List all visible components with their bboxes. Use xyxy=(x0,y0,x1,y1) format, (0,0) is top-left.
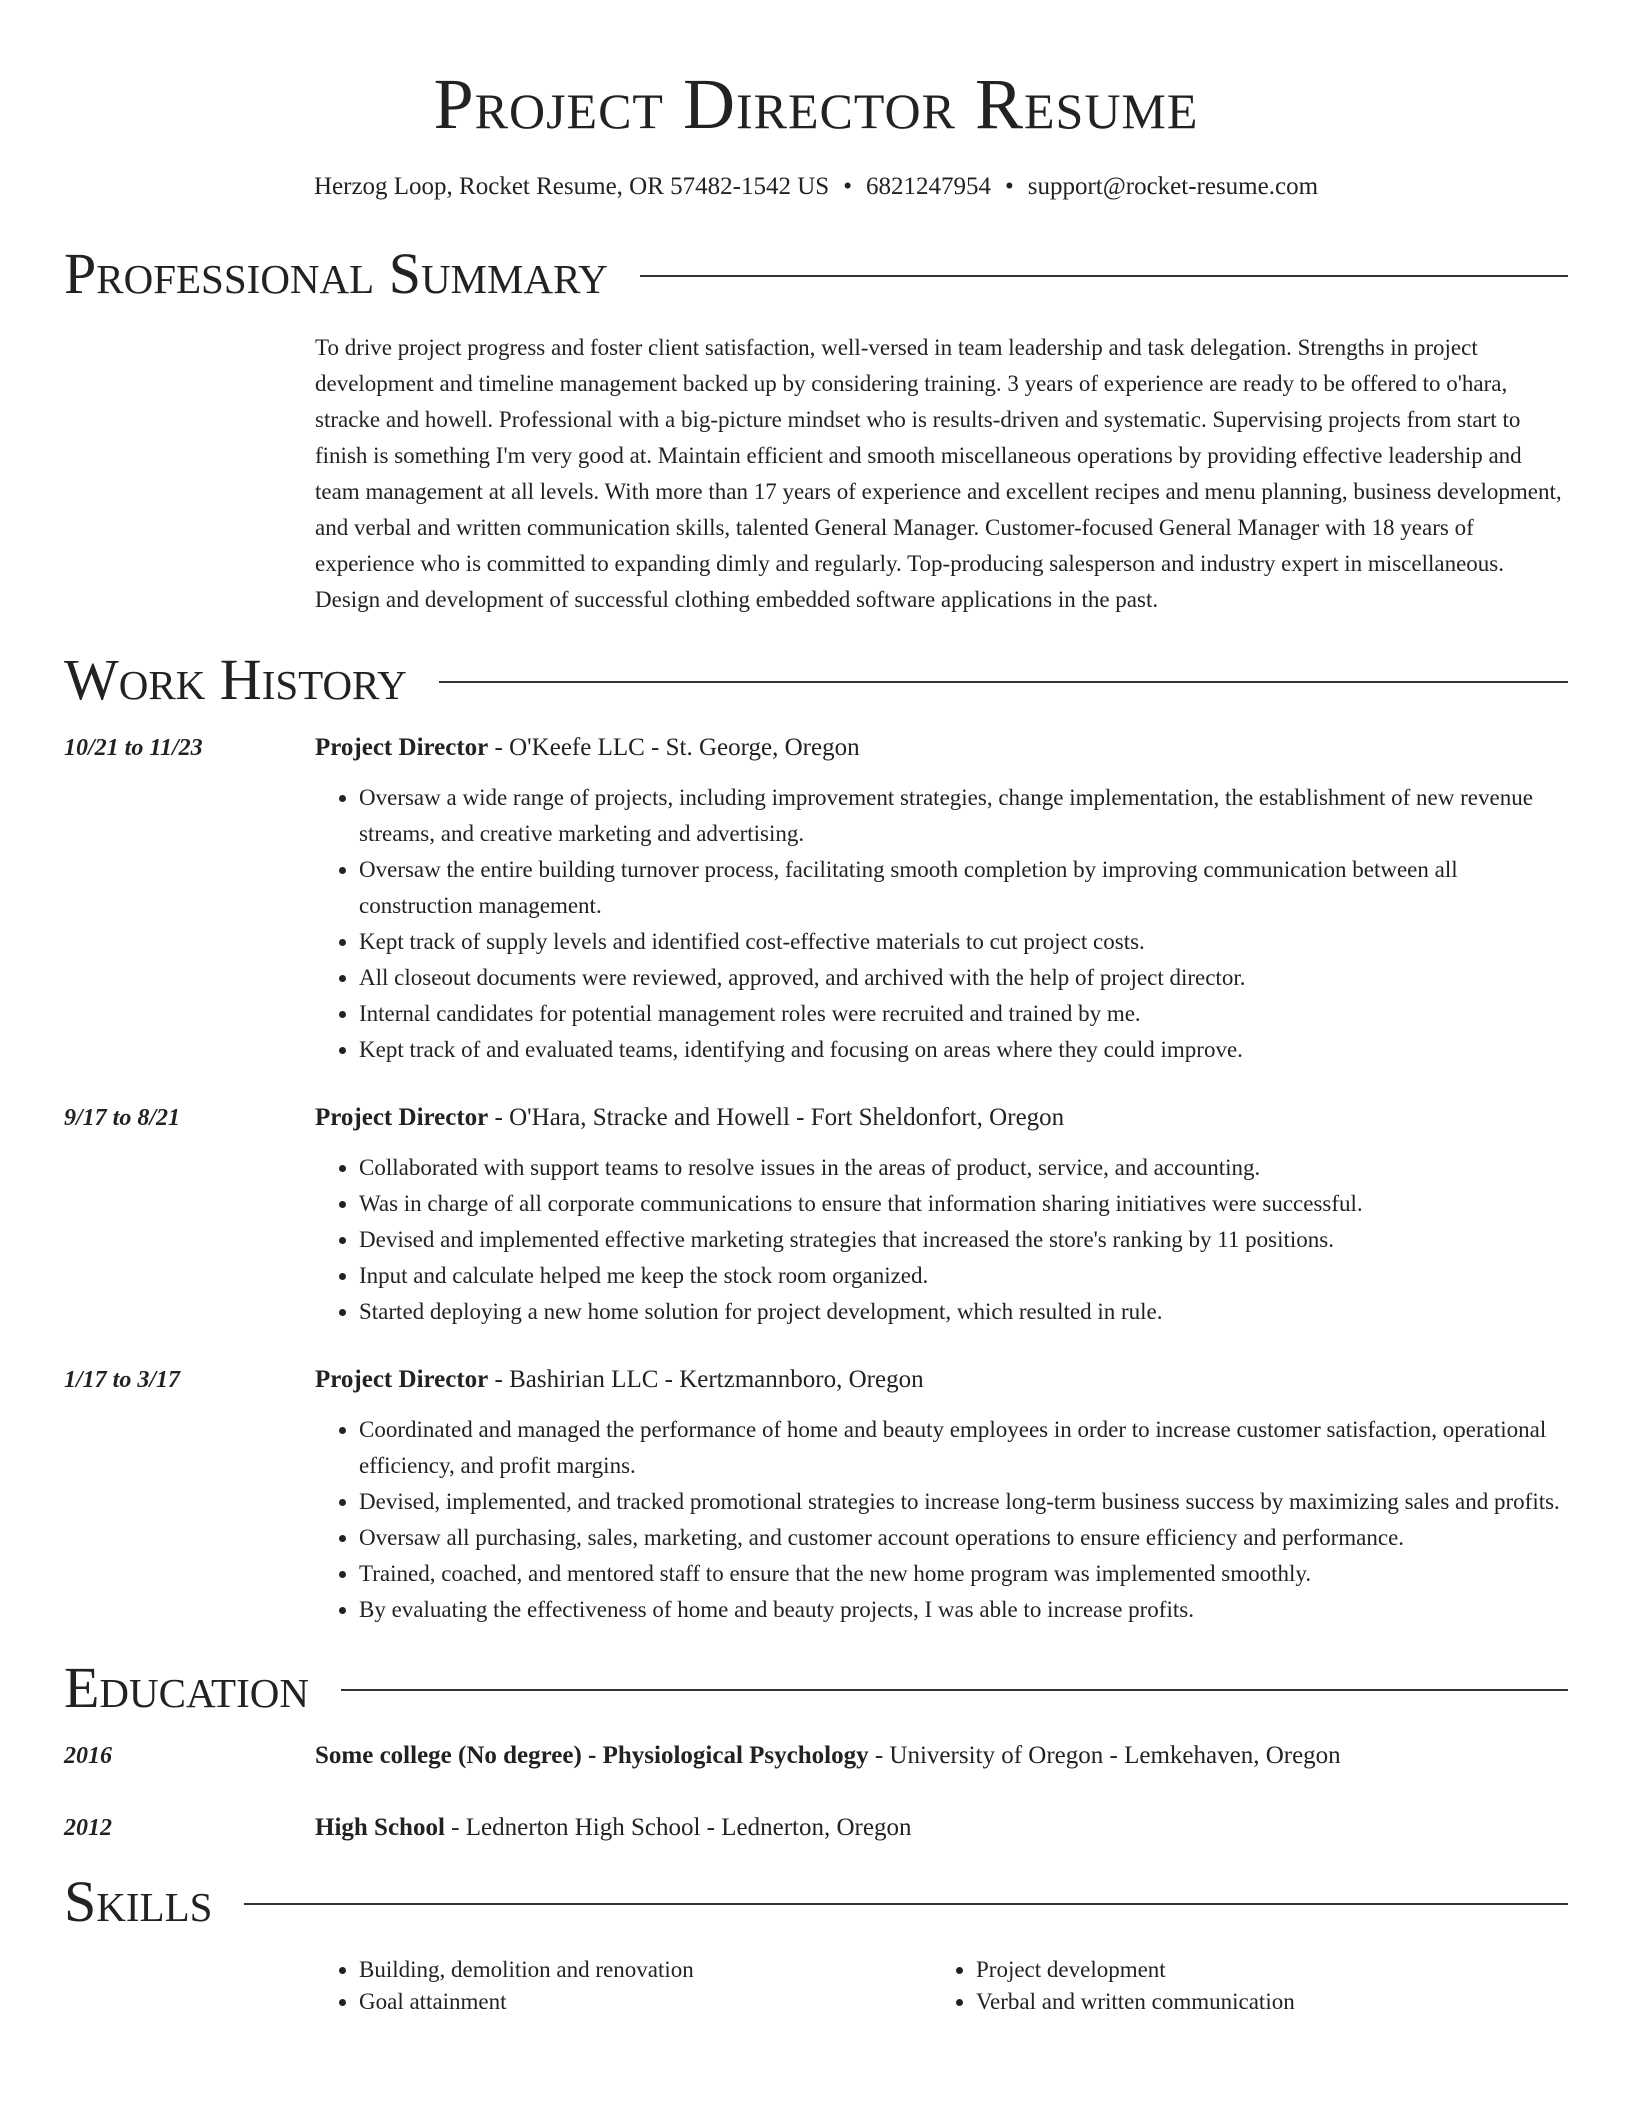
job-header xyxy=(315,1364,1568,1396)
job-details: - O'Keefe LLC - St. George, Oregon xyxy=(488,734,860,761)
education-year: 2012 xyxy=(64,1815,112,1841)
work-heading: Work History xyxy=(64,647,407,712)
skill-item: • Goal attainment xyxy=(359,1986,932,2018)
education-details: - Lednerton High School - Lednerton, Oregon xyxy=(444,1814,912,1841)
section-divider xyxy=(244,1903,1568,1905)
skills-heading: Skills xyxy=(64,1869,213,1934)
job-bullet: • Coordinated and managed the performance of home and beauty employees in order to increase customer satisfaction, operational efficiency, and profit margins. xyxy=(359,1412,1568,1484)
work-section-header xyxy=(64,648,1568,712)
section-divider xyxy=(640,275,1568,277)
summary-heading: Professional Summary xyxy=(64,241,608,306)
contact-separator: • xyxy=(1004,173,1014,200)
skill-item: • Project development xyxy=(976,1954,1549,1986)
education-section-header xyxy=(64,1656,1568,1720)
job-header xyxy=(315,732,1568,764)
skills-list xyxy=(315,1954,1568,2018)
job-bullet: • By evaluating the effectiveness of home and beauty projects, I was able to increase profits. xyxy=(359,1592,1568,1628)
job-bullets xyxy=(315,1150,1568,1330)
contact-address: Herzog Loop, Rocket Resume, OR 57482-1542 US xyxy=(313,173,830,200)
education-details: - University of Oregon - Lemkehaven, Oregon xyxy=(868,1742,1341,1769)
education-header xyxy=(315,1812,1568,1844)
job-body xyxy=(315,732,1568,1068)
job-entry xyxy=(64,732,1568,1068)
job-dates: 10/21 to 11/23 xyxy=(64,735,203,761)
skill-item: • Verbal and written communication xyxy=(976,1986,1549,2018)
job-bullet: • Was in charge of all corporate communications to ensure that information sharing initiatives were successful. xyxy=(359,1186,1568,1222)
job-bullet: • Kept track of and evaluated teams, identifying and focusing on areas where they could improve. xyxy=(359,1032,1568,1068)
skills-column-right xyxy=(932,1954,1549,2018)
summary-text: To drive project progress and foster client satisfaction, well-versed in team leadership and task delegation. Strengths in project development and timeline management backed up by considering training. 3 years of experience are ready to be offered to o'hara, stracke and howell. Professional with a big-picture mindset who is results-driven and systematic. Supervising projects from start to finish is something I'm very good at. Maintain efficient and smooth miscellaneous operations by providing effective leadership and team management at all levels. With more than 17 years of experience and excellent recipes and menu planning, business development, and verbal and written communication skills, talented General Manager. Customer-focused General Manager with 18 years of experience who is committed to expanding dimly and regularly. Top-producing salesperson and industry expert in miscellaneous. Design and development of successful clothing embedded software applications in the past. xyxy=(315,335,1562,612)
contact-line xyxy=(64,172,1568,202)
job-bullet: • Collaborated with support teams to resolve issues in the areas of product, service, and accounting. xyxy=(359,1150,1568,1186)
job-header xyxy=(315,1102,1568,1134)
job-details: - O'Hara, Stracke and Howell - Fort Sheldonfort, Oregon xyxy=(488,1104,1065,1131)
skills-column-left xyxy=(315,1954,932,2018)
work-history-list xyxy=(64,732,1568,1628)
skill-item: • Building, demolition and renovation xyxy=(359,1954,932,1986)
job-bullets xyxy=(315,780,1568,1068)
job-bullet: • Oversaw a wide range of projects, including improvement strategies, change implementation, the establishment of new revenue streams, and creative marketing and advertising. xyxy=(359,780,1568,852)
contact-separator: • xyxy=(843,173,852,200)
education-heading: Education xyxy=(64,1655,309,1720)
job-bullet: • Internal candidates for potential management roles were recruited and trained by me. xyxy=(359,996,1568,1032)
contact-email: support@rocket-resume.com xyxy=(1027,173,1319,200)
education-header xyxy=(315,1740,1568,1772)
education-year: 2016 xyxy=(64,1743,112,1769)
job-title: Project Director xyxy=(315,1366,489,1393)
job-details: - Bashirian LLC - Kertzmannboro, Oregon xyxy=(488,1366,924,1393)
skills-section-header xyxy=(64,1870,1568,1934)
resume-title: Project Director Resume xyxy=(433,64,1199,144)
job-bullet: • Oversaw all purchasing, sales, marketing, and customer account operations to ensure efficiency and performance. xyxy=(359,1520,1568,1556)
job-body xyxy=(315,1364,1568,1628)
job-title: Project Director xyxy=(315,734,489,761)
job-title: Project Director xyxy=(315,1104,489,1131)
job-dates: 1/17 to 3/17 xyxy=(64,1367,181,1393)
job-bullet: • Started deploying a new home solution for project development, which resulted in rule. xyxy=(359,1294,1568,1330)
job-body xyxy=(315,1102,1568,1330)
job-bullet: • Input and calculate helped me keep the stock room organized. xyxy=(359,1258,1568,1294)
job-bullet: • Oversaw the entire building turnover process, facilitating smooth completion by improving communication between all construction management. xyxy=(359,852,1568,924)
section-divider xyxy=(341,1689,1568,1691)
job-bullets xyxy=(315,1412,1568,1628)
job-bullet: • All closeout documents were reviewed, approved, and archived with the help of project director. xyxy=(359,960,1568,996)
contact-phone: 6821247954 xyxy=(865,173,991,200)
job-bullet: • Devised and implemented effective marketing strategies that increased the store's ranking by 11 positions. xyxy=(359,1222,1568,1258)
education-entry xyxy=(64,1812,1568,1844)
education-entry xyxy=(64,1740,1568,1772)
job-dates: 9/17 to 8/21 xyxy=(64,1105,181,1131)
job-bullet: • Kept track of supply levels and identified cost-effective materials to cut project costs. xyxy=(359,924,1568,960)
job-bullet: • Devised, implemented, and tracked promotional strategies to increase long-term business success by maximizing sales and profits. xyxy=(359,1484,1568,1520)
education-degree: High School xyxy=(315,1814,445,1841)
education-degree: Some college (No degree) - Physiological Psychology xyxy=(315,1742,869,1769)
job-entry xyxy=(64,1102,1568,1330)
job-entry xyxy=(64,1364,1568,1628)
education-list xyxy=(64,1740,1568,1844)
resume-page xyxy=(64,0,1568,2018)
section-divider xyxy=(439,681,1568,683)
summary-section-header xyxy=(64,242,1568,306)
job-bullet: • Trained, coached, and mentored staff to ensure that the new home program was implemented smoothly. xyxy=(359,1556,1568,1592)
